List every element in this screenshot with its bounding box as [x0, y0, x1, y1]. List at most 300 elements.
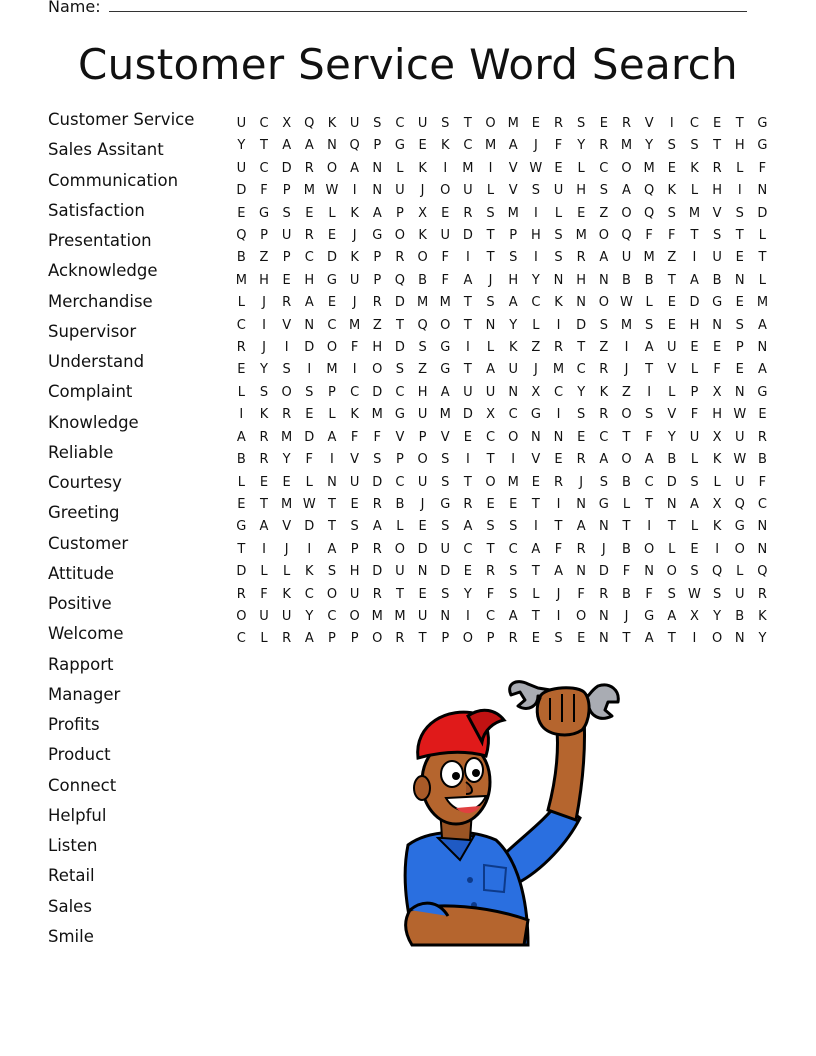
grid-letter: E: [758, 407, 767, 423]
grid-letter: J: [420, 183, 425, 199]
grid-letter: N: [576, 564, 587, 580]
grid-letter: O: [734, 541, 745, 557]
grid-letter: O: [666, 564, 677, 580]
grid-letter: V: [350, 452, 360, 468]
grid-letter: N: [598, 519, 609, 535]
grid-letter: D: [394, 295, 405, 311]
grid-letter: R: [576, 541, 586, 557]
grid-letter: B: [622, 541, 631, 557]
word-list-item: Manager: [48, 684, 121, 704]
grid-letter: G: [530, 407, 541, 423]
grid-letter: L: [690, 362, 699, 378]
grid-letter: R: [395, 631, 405, 647]
grid-letter: O: [621, 205, 632, 221]
grid-letter: S: [599, 474, 608, 490]
grid-letter: P: [486, 631, 495, 647]
grid-letter: T: [463, 295, 472, 311]
grid-letter: R: [553, 474, 564, 490]
grid-letter: B: [712, 272, 722, 288]
grid-letter: U: [236, 116, 247, 131]
grid-letter: F: [260, 586, 268, 602]
grid-letter: T: [667, 631, 676, 647]
grid-letter: T: [554, 519, 563, 535]
grid-letter: I: [692, 250, 697, 266]
grid-letter: F: [713, 362, 721, 378]
grid-letter: R: [282, 631, 292, 647]
word-list-item: Satisfaction: [48, 200, 145, 220]
grid-letter: O: [485, 116, 496, 131]
word-list-item: Understand: [48, 352, 145, 371]
name-field[interactable]: [48, 0, 747, 16]
grid-letter: S: [667, 205, 676, 221]
grid-letter: H: [417, 384, 428, 400]
grid-letter: V: [440, 429, 450, 445]
grid-letter: J: [556, 586, 561, 602]
grid-letter: C: [689, 116, 699, 131]
word-list-item: Greeting: [48, 503, 120, 523]
grid-letter: H: [508, 272, 519, 288]
grid-letter: U: [689, 429, 700, 445]
grid-letter: O: [326, 340, 338, 356]
grid-letter: S: [531, 183, 540, 199]
grid-letter: A: [327, 541, 337, 557]
grid-letter: D: [689, 295, 700, 311]
grid-letter: L: [758, 228, 767, 244]
grid-letter: S: [554, 228, 563, 244]
grid-letter: T: [463, 362, 472, 378]
grid-letter: M: [507, 116, 519, 131]
grid-letter: T: [577, 340, 586, 356]
grid-letter: A: [440, 384, 450, 400]
grid-letter: C: [553, 384, 564, 400]
grid-letter: U: [463, 183, 473, 199]
grid-letter: K: [327, 116, 337, 131]
grid-letter: M: [620, 317, 633, 333]
grid-letter: C: [236, 317, 246, 333]
grid-row: [230, 270, 774, 292]
grid-letter: J: [579, 474, 584, 490]
grid-letter: S: [509, 519, 518, 535]
grid-letter: I: [330, 452, 334, 468]
grid-letter: F: [350, 340, 359, 356]
grid-letter: E: [667, 317, 676, 333]
grid-letter: R: [236, 340, 246, 356]
grid-letter: D: [304, 340, 315, 356]
grid-letter: E: [350, 496, 359, 512]
grid-letter: U: [349, 272, 360, 288]
grid-letter: U: [395, 183, 405, 199]
grid-letter: R: [576, 250, 586, 266]
grid-letter: C: [599, 160, 609, 176]
grid-letter: X: [531, 384, 541, 400]
grid-letter: H: [530, 228, 541, 244]
grid-letter: S: [599, 183, 608, 199]
grid-letter: T: [758, 250, 767, 266]
grid-letter: O: [281, 384, 292, 400]
grid-letter: M: [643, 160, 655, 176]
grid-letter: V: [395, 429, 405, 445]
grid-letter: A: [644, 631, 654, 647]
grid-letter: A: [757, 317, 767, 333]
grid-row: [230, 225, 774, 247]
grid-letter: N: [327, 474, 337, 490]
grid-letter: G: [712, 295, 723, 311]
grid-letter: E: [237, 362, 246, 378]
grid-letter: R: [372, 541, 382, 557]
grid-letter: T: [463, 317, 472, 333]
grid-letter: D: [372, 384, 383, 400]
grid-letter: B: [644, 272, 654, 288]
grid-letter: E: [577, 631, 586, 647]
grid-letter: E: [577, 205, 586, 221]
grid-letter: E: [282, 474, 291, 490]
grid-letter: Y: [667, 429, 676, 445]
grid-letter: I: [284, 340, 289, 356]
grid-letter: E: [531, 631, 540, 647]
grid-letter: O: [372, 362, 383, 378]
word-list-item: Smile: [48, 926, 94, 946]
grid-letter: V: [282, 317, 292, 333]
grid-letter: I: [511, 452, 516, 468]
grid-letter: J: [262, 295, 266, 311]
name-underline[interactable]: [109, 0, 747, 12]
grid-letter: L: [690, 452, 699, 468]
grid-letter: T: [713, 138, 722, 154]
grid-letter: G: [394, 407, 405, 423]
grid-letter: C: [395, 384, 405, 400]
grid-row: [230, 584, 774, 606]
grid-letter: E: [418, 586, 427, 602]
grid-letter: A: [576, 519, 586, 535]
grid-letter: P: [396, 452, 404, 468]
grid-letter: R: [757, 586, 767, 602]
grid-letter: N: [372, 160, 383, 176]
grid-letter: X: [712, 384, 722, 400]
word-list-item: Welcome: [48, 624, 124, 644]
grid-letter: T: [645, 362, 654, 378]
grid-letter: K: [690, 160, 699, 176]
grid-letter: L: [532, 586, 540, 602]
grid-letter: C: [576, 362, 586, 378]
grid-letter: U: [349, 586, 360, 602]
grid-letter: O: [417, 452, 428, 468]
grid-letter: H: [712, 407, 722, 423]
grid-letter: C: [463, 138, 473, 154]
grid-letter: T: [418, 631, 427, 647]
grid-letter: K: [440, 138, 450, 154]
grid-letter: I: [465, 608, 470, 624]
grid-letter: S: [441, 586, 450, 602]
grid-letter: O: [440, 317, 451, 333]
grid-letter: C: [236, 631, 246, 647]
grid-letter: A: [599, 250, 609, 266]
grid-letter: M: [281, 429, 293, 445]
grid-letter: C: [259, 116, 269, 131]
grid-letter: J: [352, 228, 357, 244]
grid-letter: L: [622, 496, 631, 512]
grid-letter: S: [327, 564, 337, 580]
grid-letter: F: [645, 429, 653, 445]
grid-letter: Q: [417, 317, 428, 333]
grid-letter: N: [644, 564, 654, 580]
grid-letter: Z: [259, 250, 269, 266]
grid-letter: C: [259, 160, 269, 176]
grid-letter: E: [690, 541, 699, 557]
grid-letter: O: [417, 250, 428, 266]
grid-letter: A: [350, 160, 360, 176]
grid-letter: M: [552, 362, 565, 378]
grid-letter: I: [647, 519, 652, 535]
grid-row: [230, 135, 774, 157]
grid-letter: W: [302, 496, 316, 512]
grid-letter: S: [645, 407, 654, 423]
grid-letter: C: [531, 295, 541, 311]
grid-letter: M: [349, 317, 361, 333]
grid-letter: N: [712, 317, 722, 333]
grid-letter: M: [416, 295, 429, 311]
grid-letter: D: [440, 564, 451, 580]
grid-letter: T: [486, 541, 495, 557]
grid-letter: J: [420, 496, 425, 512]
grid-letter: Y: [758, 631, 767, 647]
grid-letter: F: [554, 541, 563, 557]
grid-letter: R: [372, 496, 382, 512]
grid-letter: S: [712, 586, 722, 602]
grid-letter: S: [690, 564, 699, 580]
grid-letter: F: [622, 564, 631, 580]
grid-letter: L: [668, 384, 676, 400]
grid-letter: Y: [463, 586, 472, 602]
grid-letter: H: [576, 272, 587, 288]
grid-letter: E: [713, 116, 722, 131]
grid-letter: E: [237, 496, 246, 512]
grid-letter: G: [440, 496, 451, 512]
grid-letter: H: [259, 272, 269, 288]
grid-letter: D: [462, 228, 473, 244]
grid-letter: Z: [418, 362, 428, 378]
grid-letter: R: [282, 407, 292, 423]
grid-row: [230, 494, 774, 516]
grid-letter: F: [554, 138, 563, 154]
word-list-item: Knowledge: [48, 412, 139, 432]
grid-letter: T: [645, 496, 654, 512]
grid-letter: R: [599, 407, 609, 423]
grid-letter: V: [644, 116, 654, 131]
grid-letter: K: [599, 384, 609, 400]
grid-letter: D: [281, 160, 292, 176]
grid-letter: A: [327, 429, 337, 445]
grid-letter: D: [757, 205, 768, 221]
grid-letter: V: [508, 160, 518, 176]
grid-letter: D: [598, 564, 609, 580]
grid-letter: Q: [621, 228, 632, 244]
grid-letter: U: [417, 608, 428, 624]
grid-letter: R: [486, 564, 496, 580]
grid-letter: U: [417, 474, 428, 490]
grid-letter: K: [508, 340, 518, 356]
grid-letter: E: [667, 160, 676, 176]
grid-letter: T: [667, 272, 676, 288]
grid-letter: K: [350, 407, 359, 423]
grid-letter: T: [260, 138, 268, 154]
word-list-item: Retail: [48, 866, 95, 886]
grid-letter: F: [645, 586, 653, 602]
grid-letter: R: [463, 205, 473, 221]
grid-letter: M: [575, 228, 587, 244]
word-list-item: Presentation: [48, 231, 152, 250]
grid-letter: M: [371, 608, 383, 624]
grid-letter: R: [463, 496, 473, 512]
grid-letter: I: [488, 160, 493, 176]
grid-letter: Y: [305, 608, 314, 624]
grid-letter: P: [509, 228, 518, 244]
grid-letter: S: [690, 138, 699, 154]
grid-letter: A: [236, 429, 246, 445]
grid-letter: T: [622, 519, 631, 535]
grid-letter: U: [735, 429, 745, 445]
grid-letter: D: [372, 474, 383, 490]
grid-letter: O: [485, 474, 496, 490]
grid-letter: F: [486, 586, 495, 602]
grid-letter: R: [372, 295, 382, 311]
grid-letter: L: [690, 183, 699, 199]
grid-letter: R: [508, 631, 518, 647]
grid-letter: N: [553, 429, 564, 445]
grid-letter: L: [305, 474, 313, 490]
grid-letter: S: [667, 138, 676, 154]
grid-letter: I: [239, 407, 244, 423]
grid-row: [230, 539, 774, 561]
grid-letter: I: [465, 340, 470, 356]
grid-letter: B: [236, 250, 246, 266]
grid-letter: N: [508, 384, 519, 400]
grid-letter: Z: [599, 205, 609, 221]
grid-letter: G: [394, 138, 405, 154]
grid-letter: M: [462, 160, 474, 176]
grid-letter: C: [599, 429, 609, 445]
grid-letter: B: [622, 474, 631, 490]
grid-letter: X: [418, 205, 428, 221]
grid-letter: L: [237, 474, 245, 490]
grid-letter: I: [352, 362, 357, 378]
word-list-item: Listen: [48, 836, 98, 855]
grid-letter: J: [533, 138, 538, 154]
grid-letter: P: [396, 205, 404, 221]
page-title: Customer Service Word Search: [78, 40, 738, 89]
grid-letter: M: [507, 205, 519, 221]
grid-letter: A: [304, 295, 314, 311]
grid-letter: V: [667, 362, 677, 378]
grid-letter: O: [462, 631, 473, 647]
grid-letter: S: [645, 317, 654, 333]
grid-letter: R: [395, 250, 405, 266]
grid-letter: H: [304, 272, 315, 288]
grid-letter: C: [757, 496, 767, 512]
grid-letter: M: [281, 496, 293, 512]
grid-letter: Z: [599, 340, 609, 356]
grid-letter: U: [349, 116, 360, 131]
grid-letter: S: [350, 519, 359, 535]
grid-row: [230, 561, 774, 583]
grid-letter: U: [440, 228, 450, 244]
grid-letter: I: [465, 250, 470, 266]
grid-letter: E: [463, 564, 472, 580]
grid-letter: L: [645, 295, 653, 311]
grid-letter: E: [305, 407, 314, 423]
grid-letter: A: [644, 452, 654, 468]
grid-letter: S: [441, 474, 450, 490]
grid-letter: E: [599, 116, 608, 131]
grid-row: [230, 404, 774, 426]
grid-letter: P: [735, 340, 744, 356]
grid-letter: E: [735, 250, 744, 266]
grid-letter: C: [395, 116, 405, 131]
grid-row: [230, 606, 774, 628]
letter-grid: [230, 113, 774, 651]
grid-letter: N: [757, 183, 768, 199]
grid-letter: E: [554, 160, 563, 176]
grid-letter: I: [307, 362, 312, 378]
grid-letter: R: [304, 160, 314, 176]
grid-letter: D: [576, 317, 587, 333]
grid-letter: T: [690, 228, 699, 244]
grid-letter: N: [757, 541, 768, 557]
grid-letter: R: [576, 452, 586, 468]
grid-letter: R: [553, 340, 564, 356]
grid-letter: W: [733, 407, 747, 423]
grid-letter: T: [531, 608, 540, 624]
grid-row: [230, 158, 774, 180]
grid-letter: R: [304, 228, 314, 244]
grid-letter: N: [734, 384, 745, 400]
grid-letter: E: [577, 429, 586, 445]
grid-letter: X: [486, 407, 495, 423]
grid-letter: U: [395, 564, 405, 580]
grid-letter: U: [281, 608, 292, 624]
grid-row: [230, 247, 774, 269]
grid-letter: C: [486, 608, 496, 624]
grid-letter: U: [440, 541, 450, 557]
grid-letter: N: [598, 272, 609, 288]
grid-letter: S: [735, 317, 744, 333]
grid-row: [230, 180, 774, 202]
grid-letter: H: [372, 340, 383, 356]
grid-row: [230, 382, 774, 404]
grid-letter: N: [327, 138, 337, 154]
grid-letter: W: [620, 295, 633, 311]
grid-letter: P: [441, 631, 450, 647]
grid-row: [230, 472, 774, 494]
grid-letter: L: [396, 160, 404, 176]
grid-letter: L: [668, 541, 676, 557]
grid-letter: D: [236, 564, 247, 580]
word-list-item: Merchandise: [48, 291, 153, 311]
grid-letter: O: [440, 183, 451, 199]
word-list-item: Courtesy: [48, 473, 122, 492]
mechanic-with-wrench-icon: [378, 670, 628, 950]
grid-letter: O: [372, 631, 383, 647]
grid-letter: I: [556, 317, 561, 333]
grid-letter: Q: [394, 272, 406, 288]
grid-letter: T: [622, 631, 631, 647]
grid-letter: D: [304, 429, 315, 445]
grid-letter: V: [282, 519, 292, 535]
grid-letter: K: [554, 295, 563, 311]
grid-letter: G: [440, 340, 451, 356]
grid-letter: I: [692, 631, 697, 647]
grid-letter: I: [262, 541, 266, 557]
grid-letter: N: [485, 317, 496, 333]
